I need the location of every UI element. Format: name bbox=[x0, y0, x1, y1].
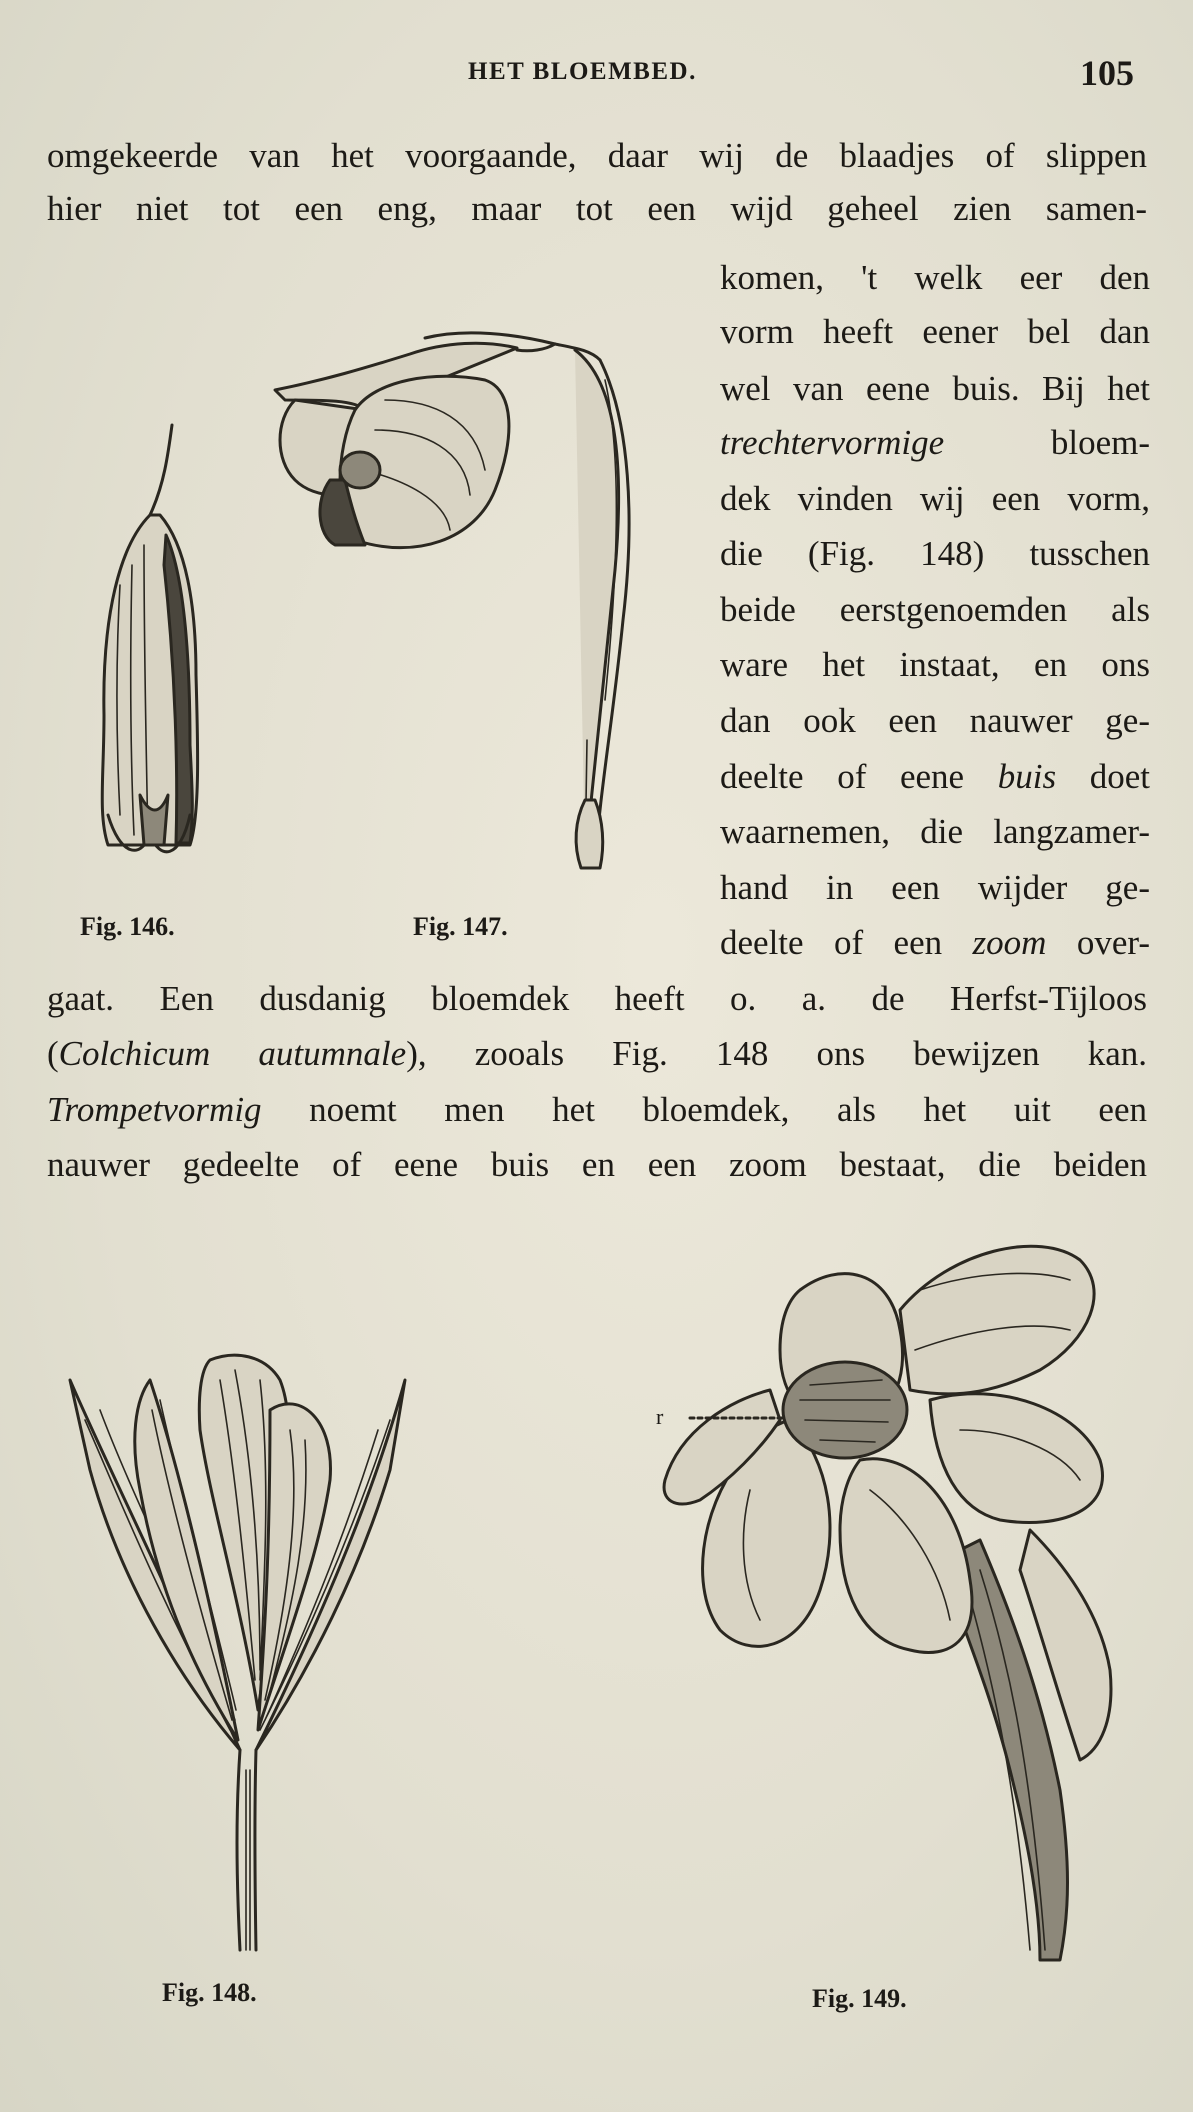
italic-term-trechtervormige: trechtervormige bbox=[720, 423, 945, 462]
text-line-3: komen, 't welk eer den bbox=[720, 258, 1150, 297]
text-line-13: waarnemen, die langzamer- bbox=[720, 812, 1150, 851]
daffodil-trumpet-flower-engraving bbox=[660, 1230, 1130, 1970]
italic-term-trompetvormig: Trompetvormig bbox=[47, 1090, 262, 1129]
text-line-2: hier niet tot een eng, maar tot een wijd geheel zien samen- bbox=[47, 189, 1147, 228]
text-line-18: Trompetvormig noemt men het bloemdek, als het uit een bbox=[47, 1090, 1147, 1129]
text-line-8: die (Fig. 148) tusschen bbox=[720, 534, 1150, 573]
text-line-15: deelte of een zoom over- bbox=[720, 923, 1150, 962]
hanging-tubular-flower-engraving bbox=[80, 415, 220, 865]
running-title: HET BLOEMBED. bbox=[468, 58, 697, 85]
text-line-6: trechtervormige bloem- bbox=[720, 423, 1150, 462]
italic-term-colchicum: Colchicum autumnale bbox=[58, 1034, 407, 1073]
text-line-10: ware het instaat, en ons bbox=[720, 645, 1150, 684]
text-line-4: vorm heeft eener bel dan bbox=[720, 312, 1150, 351]
text-line-11: dan ook een nauwer ge- bbox=[720, 701, 1150, 740]
text-line-19: nauwer gedeelte of eene buis en een zoom bestaat, die beiden bbox=[47, 1145, 1147, 1184]
fig-149-reference-letter: r bbox=[656, 1404, 664, 1429]
text-line-7: dek vinden wij een vorm, bbox=[720, 479, 1150, 518]
text-line-5: wel van eene buis. Bij het bbox=[720, 369, 1150, 408]
italic-term-buis: buis bbox=[997, 757, 1057, 796]
text-line-16: gaat. Een dusdanig bloemdek heeft o. a. de Herfst-Tijloos bbox=[47, 979, 1147, 1018]
text-line-17: (Colchicum autumnale), zooals Fig. 148 ons bewijzen kan. bbox=[47, 1034, 1147, 1073]
fig-146-caption: Fig. 146. bbox=[80, 912, 175, 941]
fig-148-caption: Fig. 148. bbox=[162, 1978, 257, 2007]
text-line-1: omgekeerde van het voorgaande, daar wij de blaadjes of slippen bbox=[47, 136, 1147, 175]
text-line-12: deelte of eene buis doet bbox=[720, 757, 1150, 796]
fig-149-caption: Fig. 149. bbox=[812, 1984, 907, 2013]
page-number: 105 bbox=[1080, 53, 1134, 93]
snowdrop-bell-flower-engraving bbox=[255, 320, 655, 880]
text-line-9: beide eerstgenoemden als bbox=[720, 590, 1150, 629]
text-line-14: hand in een wijder ge- bbox=[720, 868, 1150, 907]
italic-term-zoom: zoom bbox=[972, 923, 1047, 962]
running-head bbox=[0, 52, 1193, 92]
autumn-crocus-colchicum-engraving bbox=[60, 1350, 420, 1960]
fig-147-caption: Fig. 147. bbox=[413, 912, 508, 941]
